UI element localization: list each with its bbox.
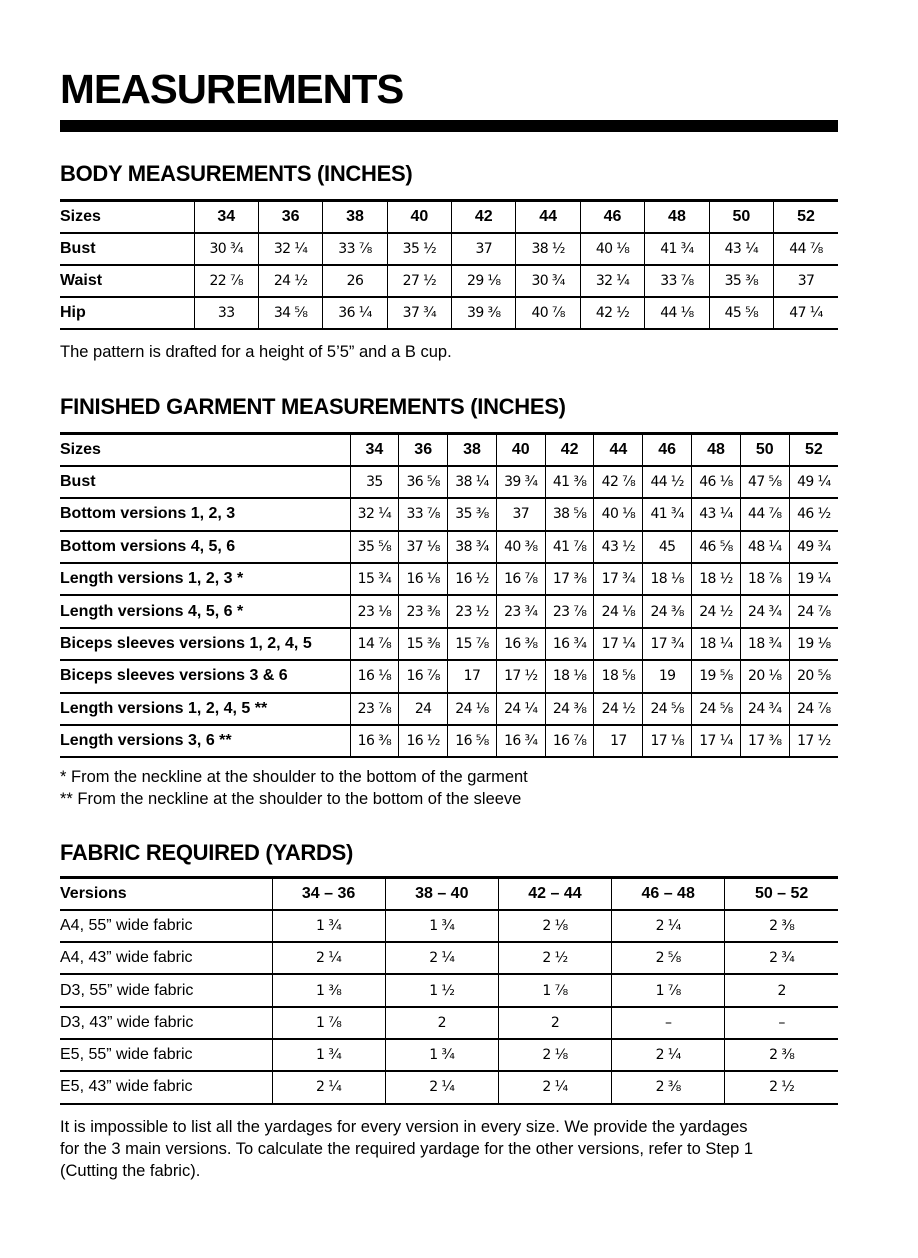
value-cell: 17 ¾: [643, 628, 692, 660]
value-cell: 16 ⅜: [496, 628, 545, 660]
value-cell: 16 ⅛: [399, 563, 448, 595]
value-cell: 38 ¼: [448, 466, 497, 498]
value-cell: 2 ½: [725, 1071, 838, 1103]
value-cell: 19 ⅛: [789, 628, 838, 660]
value-cell: 2: [385, 1007, 498, 1039]
value-cell: 16 ⅞: [496, 563, 545, 595]
value-cell: 22 ⅞: [194, 265, 258, 297]
value-cell: 17 ¾: [594, 563, 643, 595]
header-size-cell: 42: [452, 201, 516, 233]
header-label-cell: Sizes: [60, 201, 194, 233]
row-label-cell: Length versions 3, 6 **: [60, 725, 350, 757]
value-cell: 17 ⅜: [740, 725, 789, 757]
value-cell: 23 ¾: [496, 595, 545, 627]
value-cell: 23 ½: [448, 595, 497, 627]
header-size-cell: 42 – 44: [498, 878, 611, 910]
table-row: [60, 265, 838, 297]
value-cell: 1 ¾: [272, 910, 385, 942]
value-cell: 23 ⅞: [350, 693, 399, 725]
row-label-cell: Bottom versions 4, 5, 6: [60, 531, 350, 563]
header-size-cell: 38 – 40: [385, 878, 498, 910]
value-cell: 24 ⅞: [789, 693, 838, 725]
value-cell: 35 ⅜: [448, 498, 497, 530]
value-cell: 39 ¾: [496, 466, 545, 498]
header-size-cell: 44: [594, 434, 643, 466]
table-row: [60, 942, 838, 974]
value-cell: 36 ¼: [323, 297, 387, 329]
value-cell: 49 ¾: [789, 531, 838, 563]
value-cell: 35 ½: [387, 233, 451, 265]
value-cell: 49 ¼: [789, 466, 838, 498]
value-cell: 16 ⅞: [399, 660, 448, 692]
value-cell: 16 ⅞: [545, 725, 594, 757]
value-cell: 2 ⅛: [498, 910, 611, 942]
value-cell: 43 ¼: [692, 498, 741, 530]
value-cell: 1 ⅞: [612, 974, 725, 1006]
value-cell: 45: [643, 531, 692, 563]
header-size-cell: 48: [692, 434, 741, 466]
header-size-cell: 46 – 48: [612, 878, 725, 910]
table-row: [60, 233, 838, 265]
value-cell: 17 ¼: [692, 725, 741, 757]
finished-measurements-table: [60, 432, 838, 758]
value-cell: 44 ½: [643, 466, 692, 498]
value-cell: 19: [643, 660, 692, 692]
value-cell: 33 ⅞: [645, 265, 709, 297]
value-cell: 2 ¾: [725, 942, 838, 974]
header-size-cell: 50: [740, 434, 789, 466]
table-header-row: [60, 878, 838, 910]
value-cell: 24 ⅝: [643, 693, 692, 725]
value-cell: 18 ¾: [740, 628, 789, 660]
page-title: MEASUREMENTS: [60, 66, 404, 112]
row-label-cell: D3, 55” wide fabric: [60, 974, 272, 1006]
header-size-cell: 40: [387, 201, 451, 233]
value-cell: 37: [774, 265, 838, 297]
row-label-cell: Biceps sleeves versions 1, 2, 4, 5: [60, 628, 350, 660]
value-cell: 2 ⅝: [612, 942, 725, 974]
value-cell: 40 ⅛: [580, 233, 644, 265]
table-row: [60, 660, 838, 692]
fabric-required-table: [60, 876, 838, 1105]
value-cell: 23 ⅛: [350, 595, 399, 627]
value-cell: 46 ⅛: [692, 466, 741, 498]
value-cell: 16 ¾: [545, 628, 594, 660]
value-cell: 23 ⅞: [545, 595, 594, 627]
value-cell: 19 ¼: [789, 563, 838, 595]
header-size-cell: 44: [516, 201, 580, 233]
garment-length-footnote: * From the neckline at the shoulder to the bottom of the garment: [60, 768, 528, 786]
value-cell: 24 ½: [594, 693, 643, 725]
value-cell: 17 ⅜: [545, 563, 594, 595]
row-label-cell: Bottom versions 1, 2, 3: [60, 498, 350, 530]
value-cell: 24 ⅛: [448, 693, 497, 725]
value-cell: 35 ⅜: [709, 265, 773, 297]
value-cell: 20 ⅝: [789, 660, 838, 692]
value-cell: 2 ½: [498, 942, 611, 974]
header-size-cell: 34: [350, 434, 399, 466]
value-cell: 42 ⅞: [594, 466, 643, 498]
header-size-cell: 38: [323, 201, 387, 233]
value-cell: 14 ⅞: [350, 628, 399, 660]
value-cell: 16 ½: [448, 563, 497, 595]
value-cell: 39 ⅜: [452, 297, 516, 329]
value-cell: 35: [350, 466, 399, 498]
value-cell: 2 ¼: [272, 942, 385, 974]
value-cell: 18 ¼: [692, 628, 741, 660]
header-label-cell: Sizes: [60, 434, 350, 466]
row-label-cell: E5, 43” wide fabric: [60, 1071, 272, 1103]
table-row: [60, 1071, 838, 1103]
value-cell: 40 ⅞: [516, 297, 580, 329]
table-row: [60, 498, 838, 530]
value-cell: 33: [194, 297, 258, 329]
value-cell: 30 ¾: [194, 233, 258, 265]
value-cell: –: [612, 1007, 725, 1039]
value-cell: 24 ⅛: [594, 595, 643, 627]
header-size-cell: 50: [709, 201, 773, 233]
value-cell: 24 ⅜: [643, 595, 692, 627]
value-cell: 17 ½: [496, 660, 545, 692]
yardage-note-line-2: for the 3 main versions. To calculate the required yardage for the other versions, refer to Step 1: [60, 1140, 754, 1158]
value-cell: 41 ¾: [645, 233, 709, 265]
table-row: [60, 531, 838, 563]
header-size-cell: 50 – 52: [725, 878, 838, 910]
value-cell: 36 ⅝: [399, 466, 448, 498]
header-label-cell: Versions: [60, 878, 272, 910]
value-cell: 24 ⅞: [789, 595, 838, 627]
value-cell: 38 ½: [516, 233, 580, 265]
table-row: [60, 910, 838, 942]
value-cell: 47 ⅝: [740, 466, 789, 498]
value-cell: 2 ¼: [498, 1071, 611, 1103]
value-cell: 40 ⅛: [594, 498, 643, 530]
value-cell: 43 ½: [594, 531, 643, 563]
value-cell: 2 ¼: [272, 1071, 385, 1103]
value-cell: 40 ⅜: [496, 531, 545, 563]
value-cell: 33 ⅞: [399, 498, 448, 530]
value-cell: 2 ⅜: [725, 910, 838, 942]
table-row: [60, 974, 838, 1006]
value-cell: 17 ½: [789, 725, 838, 757]
value-cell: 44 ⅞: [774, 233, 838, 265]
value-cell: 2: [725, 974, 838, 1006]
table-row: [60, 1039, 838, 1071]
header-size-cell: 34 – 36: [272, 878, 385, 910]
value-cell: 44 ⅞: [740, 498, 789, 530]
value-cell: 38 ⅝: [545, 498, 594, 530]
value-cell: 46 ⅝: [692, 531, 741, 563]
value-cell: 15 ⅞: [448, 628, 497, 660]
value-cell: 1 ¾: [272, 1039, 385, 1071]
header-size-cell: 38: [448, 434, 497, 466]
table-row: [60, 297, 838, 329]
value-cell: 2 ¼: [385, 1071, 498, 1103]
value-cell: 37 ⅛: [399, 531, 448, 563]
value-cell: 41 ⅜: [545, 466, 594, 498]
body-measurements-table: [60, 199, 838, 330]
header-size-cell: 36: [399, 434, 448, 466]
value-cell: 16 ¾: [496, 725, 545, 757]
value-cell: 2 ⅛: [498, 1039, 611, 1071]
value-cell: 2 ¼: [612, 910, 725, 942]
value-cell: 29 ⅛: [452, 265, 516, 297]
value-cell: 19 ⅝: [692, 660, 741, 692]
value-cell: 37: [452, 233, 516, 265]
value-cell: 46 ½: [789, 498, 838, 530]
value-cell: 38 ¾: [448, 531, 497, 563]
value-cell: 42 ½: [580, 297, 644, 329]
value-cell: 24 ⅝: [692, 693, 741, 725]
value-cell: 24 ¾: [740, 693, 789, 725]
table-header-row: [60, 201, 838, 233]
table-header-row: [60, 434, 838, 466]
row-label-cell: A4, 55” wide fabric: [60, 910, 272, 942]
value-cell: 32 ¼: [258, 233, 322, 265]
value-cell: 35 ⅝: [350, 531, 399, 563]
table-row: [60, 628, 838, 660]
value-cell: 2: [498, 1007, 611, 1039]
value-cell: 27 ½: [387, 265, 451, 297]
table-row: [60, 595, 838, 627]
table-row: [60, 466, 838, 498]
value-cell: 24 ¼: [496, 693, 545, 725]
value-cell: 2 ⅜: [725, 1039, 838, 1071]
table-row: [60, 725, 838, 757]
value-cell: 16 ½: [399, 725, 448, 757]
row-label-cell: Biceps sleeves versions 3 & 6: [60, 660, 350, 692]
value-cell: 41 ⅞: [545, 531, 594, 563]
row-label-cell: Waist: [60, 265, 194, 297]
header-size-cell: 52: [789, 434, 838, 466]
fabric-required-title: FABRIC REQUIRED (YARDS): [60, 840, 353, 865]
title-rule: [60, 120, 838, 132]
value-cell: 2 ¼: [612, 1039, 725, 1071]
value-cell: 24: [399, 693, 448, 725]
value-cell: 1 ⅞: [498, 974, 611, 1006]
header-size-cell: 52: [774, 201, 838, 233]
value-cell: 18 ⅞: [740, 563, 789, 595]
value-cell: 15 ⅜: [399, 628, 448, 660]
value-cell: 24 ⅜: [545, 693, 594, 725]
row-label-cell: Bust: [60, 233, 194, 265]
value-cell: 37 ¾: [387, 297, 451, 329]
value-cell: 32 ¼: [350, 498, 399, 530]
header-size-cell: 46: [643, 434, 692, 466]
value-cell: 1 ⅜: [272, 974, 385, 1006]
value-cell: 16 ⅜: [350, 725, 399, 757]
value-cell: 1 ½: [385, 974, 498, 1006]
value-cell: 18 ⅛: [643, 563, 692, 595]
finished-measurements-title: FINISHED GARMENT MEASUREMENTS (INCHES): [60, 394, 566, 419]
row-label-cell: Bust: [60, 466, 350, 498]
value-cell: 1 ⅞: [272, 1007, 385, 1039]
value-cell: –: [725, 1007, 838, 1039]
value-cell: 18 ⅛: [545, 660, 594, 692]
header-size-cell: 46: [580, 201, 644, 233]
value-cell: 17 ¼: [594, 628, 643, 660]
value-cell: 15 ¾: [350, 563, 399, 595]
value-cell: 17: [594, 725, 643, 757]
body-measurements-note: The pattern is drafted for a height of 5’5” and a B cup.: [60, 343, 452, 361]
value-cell: 24 ¾: [740, 595, 789, 627]
body-measurements-title: BODY MEASUREMENTS (INCHES): [60, 161, 413, 186]
row-label-cell: Hip: [60, 297, 194, 329]
row-label-cell: Length versions 4, 5, 6 *: [60, 595, 350, 627]
value-cell: 2 ⅜: [612, 1071, 725, 1103]
value-cell: 24 ½: [692, 595, 741, 627]
header-size-cell: 36: [258, 201, 322, 233]
value-cell: 18 ½: [692, 563, 741, 595]
header-size-cell: 34: [194, 201, 258, 233]
value-cell: 1 ¾: [385, 1039, 498, 1071]
value-cell: 48 ¼: [740, 531, 789, 563]
value-cell: 20 ⅛: [740, 660, 789, 692]
value-cell: 26: [323, 265, 387, 297]
value-cell: 32 ¼: [580, 265, 644, 297]
value-cell: 18 ⅝: [594, 660, 643, 692]
row-label-cell: E5, 55” wide fabric: [60, 1039, 272, 1071]
value-cell: 17 ⅛: [643, 725, 692, 757]
value-cell: 37: [496, 498, 545, 530]
value-cell: 33 ⅞: [323, 233, 387, 265]
header-size-cell: 48: [645, 201, 709, 233]
table-row: [60, 563, 838, 595]
header-size-cell: 42: [545, 434, 594, 466]
value-cell: 45 ⅝: [709, 297, 773, 329]
value-cell: 43 ¼: [709, 233, 773, 265]
value-cell: 16 ⅝: [448, 725, 497, 757]
table-row: [60, 693, 838, 725]
value-cell: 41 ¾: [643, 498, 692, 530]
row-label-cell: Length versions 1, 2, 4, 5 **: [60, 693, 350, 725]
sleeve-length-footnote: ** From the neckline at the shoulder to the bottom of the sleeve: [60, 790, 522, 808]
value-cell: 24 ½: [258, 265, 322, 297]
value-cell: 23 ⅜: [399, 595, 448, 627]
value-cell: 1 ¾: [385, 910, 498, 942]
yardage-note-line-3: (Cutting the fabric).: [60, 1162, 201, 1180]
value-cell: 2 ¼: [385, 942, 498, 974]
value-cell: 16 ⅛: [350, 660, 399, 692]
header-size-cell: 40: [496, 434, 545, 466]
row-label-cell: Length versions 1, 2, 3 *: [60, 563, 350, 595]
value-cell: 30 ¾: [516, 265, 580, 297]
yardage-note-line-1: It is impossible to list all the yardages for every version in every size. We provide the yardages: [60, 1118, 748, 1136]
row-label-cell: D3, 43” wide fabric: [60, 1007, 272, 1039]
value-cell: 44 ⅛: [645, 297, 709, 329]
table-row: [60, 1007, 838, 1039]
row-label-cell: A4, 43” wide fabric: [60, 942, 272, 974]
value-cell: 17: [448, 660, 497, 692]
value-cell: 47 ¼: [774, 297, 838, 329]
value-cell: 34 ⅝: [258, 297, 322, 329]
